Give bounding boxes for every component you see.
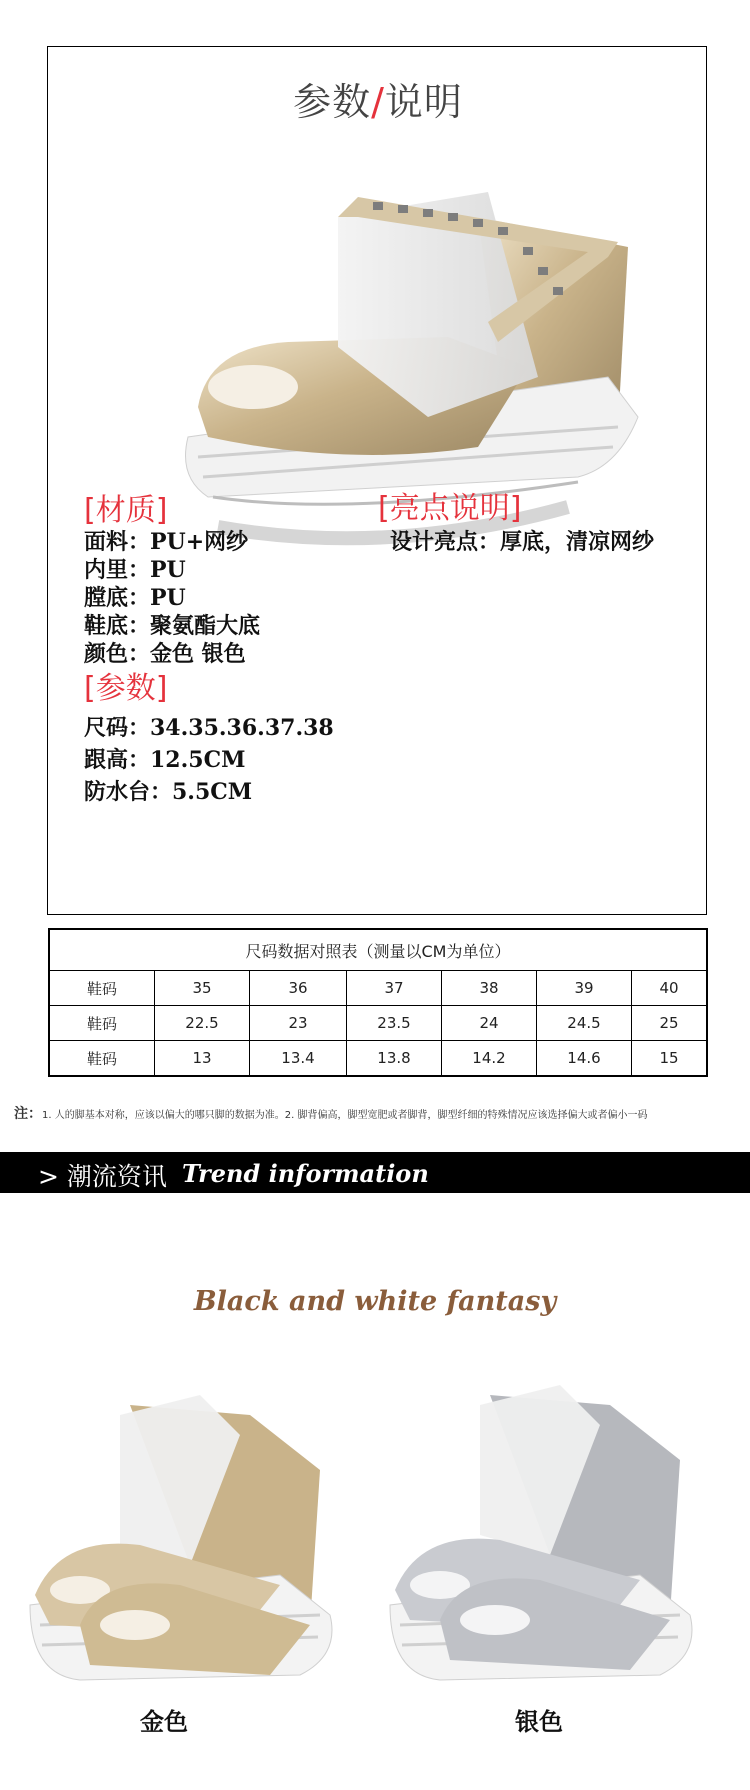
silver-label: 银色 <box>515 1707 563 1736</box>
trend-title-en: Trend information <box>182 1159 429 1188</box>
fantasy-title: Black and white fantasy <box>193 1286 557 1317</box>
spec-heel-height: 跟高：12.5CM <box>84 747 246 773</box>
trend-banner <box>0 1152 750 1193</box>
table-caption: 尺码数据对照表（测量以CM为单位） <box>49 929 707 971</box>
spec-platform: 防水台：5.5CM <box>84 779 253 805</box>
table-cell: 13.8 <box>347 1041 442 1077</box>
note-label: 注： <box>14 1106 42 1122</box>
table-cell: 鞋码 <box>49 1006 155 1041</box>
table-cell: 37 <box>347 971 442 1006</box>
spec-outsole: 鞋底：聚氨酯大底 <box>84 613 261 639</box>
table-caption-row <box>49 929 707 971</box>
table-cell: 36 <box>250 971 347 1006</box>
size-chart-table <box>48 928 708 1077</box>
table-cell: 13.4 <box>250 1041 347 1077</box>
table-cell: 鞋码 <box>49 1041 155 1077</box>
table-cell: 14.6 <box>537 1041 632 1077</box>
table-row <box>49 971 707 1006</box>
table-cell: 鞋码 <box>49 971 155 1006</box>
spec-fabric: 面料：PU+网纱 <box>84 529 249 555</box>
table-cell: 13 <box>155 1041 250 1077</box>
size-note <box>14 1103 744 1123</box>
table-cell: 40 <box>632 971 708 1006</box>
table-cell: 24.5 <box>537 1006 632 1041</box>
gold-shoe-image <box>20 1375 350 1695</box>
material-heading: [材质] <box>84 493 168 528</box>
table-row <box>49 1041 707 1077</box>
spec-color: 颜色：金色 银色 <box>84 641 246 667</box>
table-cell: 39 <box>537 971 632 1006</box>
table-cell: 23 <box>250 1006 347 1041</box>
table-cell: 25 <box>632 1006 708 1041</box>
spec-insole: 膛底：PU <box>84 585 186 611</box>
table-cell: 24 <box>442 1006 537 1041</box>
page-title: 参数/说明 <box>293 80 463 124</box>
spec-size: 尺码：34.35.36.37.38 <box>84 715 334 741</box>
table-cell: 14.2 <box>442 1041 537 1077</box>
highlight-text: 设计亮点：厚底，清凉网纱 <box>390 529 655 555</box>
table-cell: 35 <box>155 971 250 1006</box>
table-cell: 15 <box>632 1041 708 1077</box>
spec-lining: 内里：PU <box>84 557 186 583</box>
parameter-box <box>47 46 707 915</box>
table-row <box>49 1006 707 1041</box>
table-cell: 22.5 <box>155 1006 250 1041</box>
table-cell: 38 <box>442 971 537 1006</box>
note-text: 1. 人的脚基本对称，应该以偏大的哪只脚的数据为准。2. 脚背偏高，脚型宽肥或者脚背，脚型纤细的特殊情况应该选择偏大或者偏小一码 <box>42 1110 648 1121</box>
highlight-heading: [亮点说明] <box>378 491 522 526</box>
param-heading: [参数] <box>84 671 168 706</box>
silver-shoe-image <box>380 1375 710 1695</box>
table-cell: 23.5 <box>347 1006 442 1041</box>
gold-label: 金色 <box>140 1707 188 1736</box>
trend-title-cn: > 潮流资讯 <box>38 1162 167 1191</box>
